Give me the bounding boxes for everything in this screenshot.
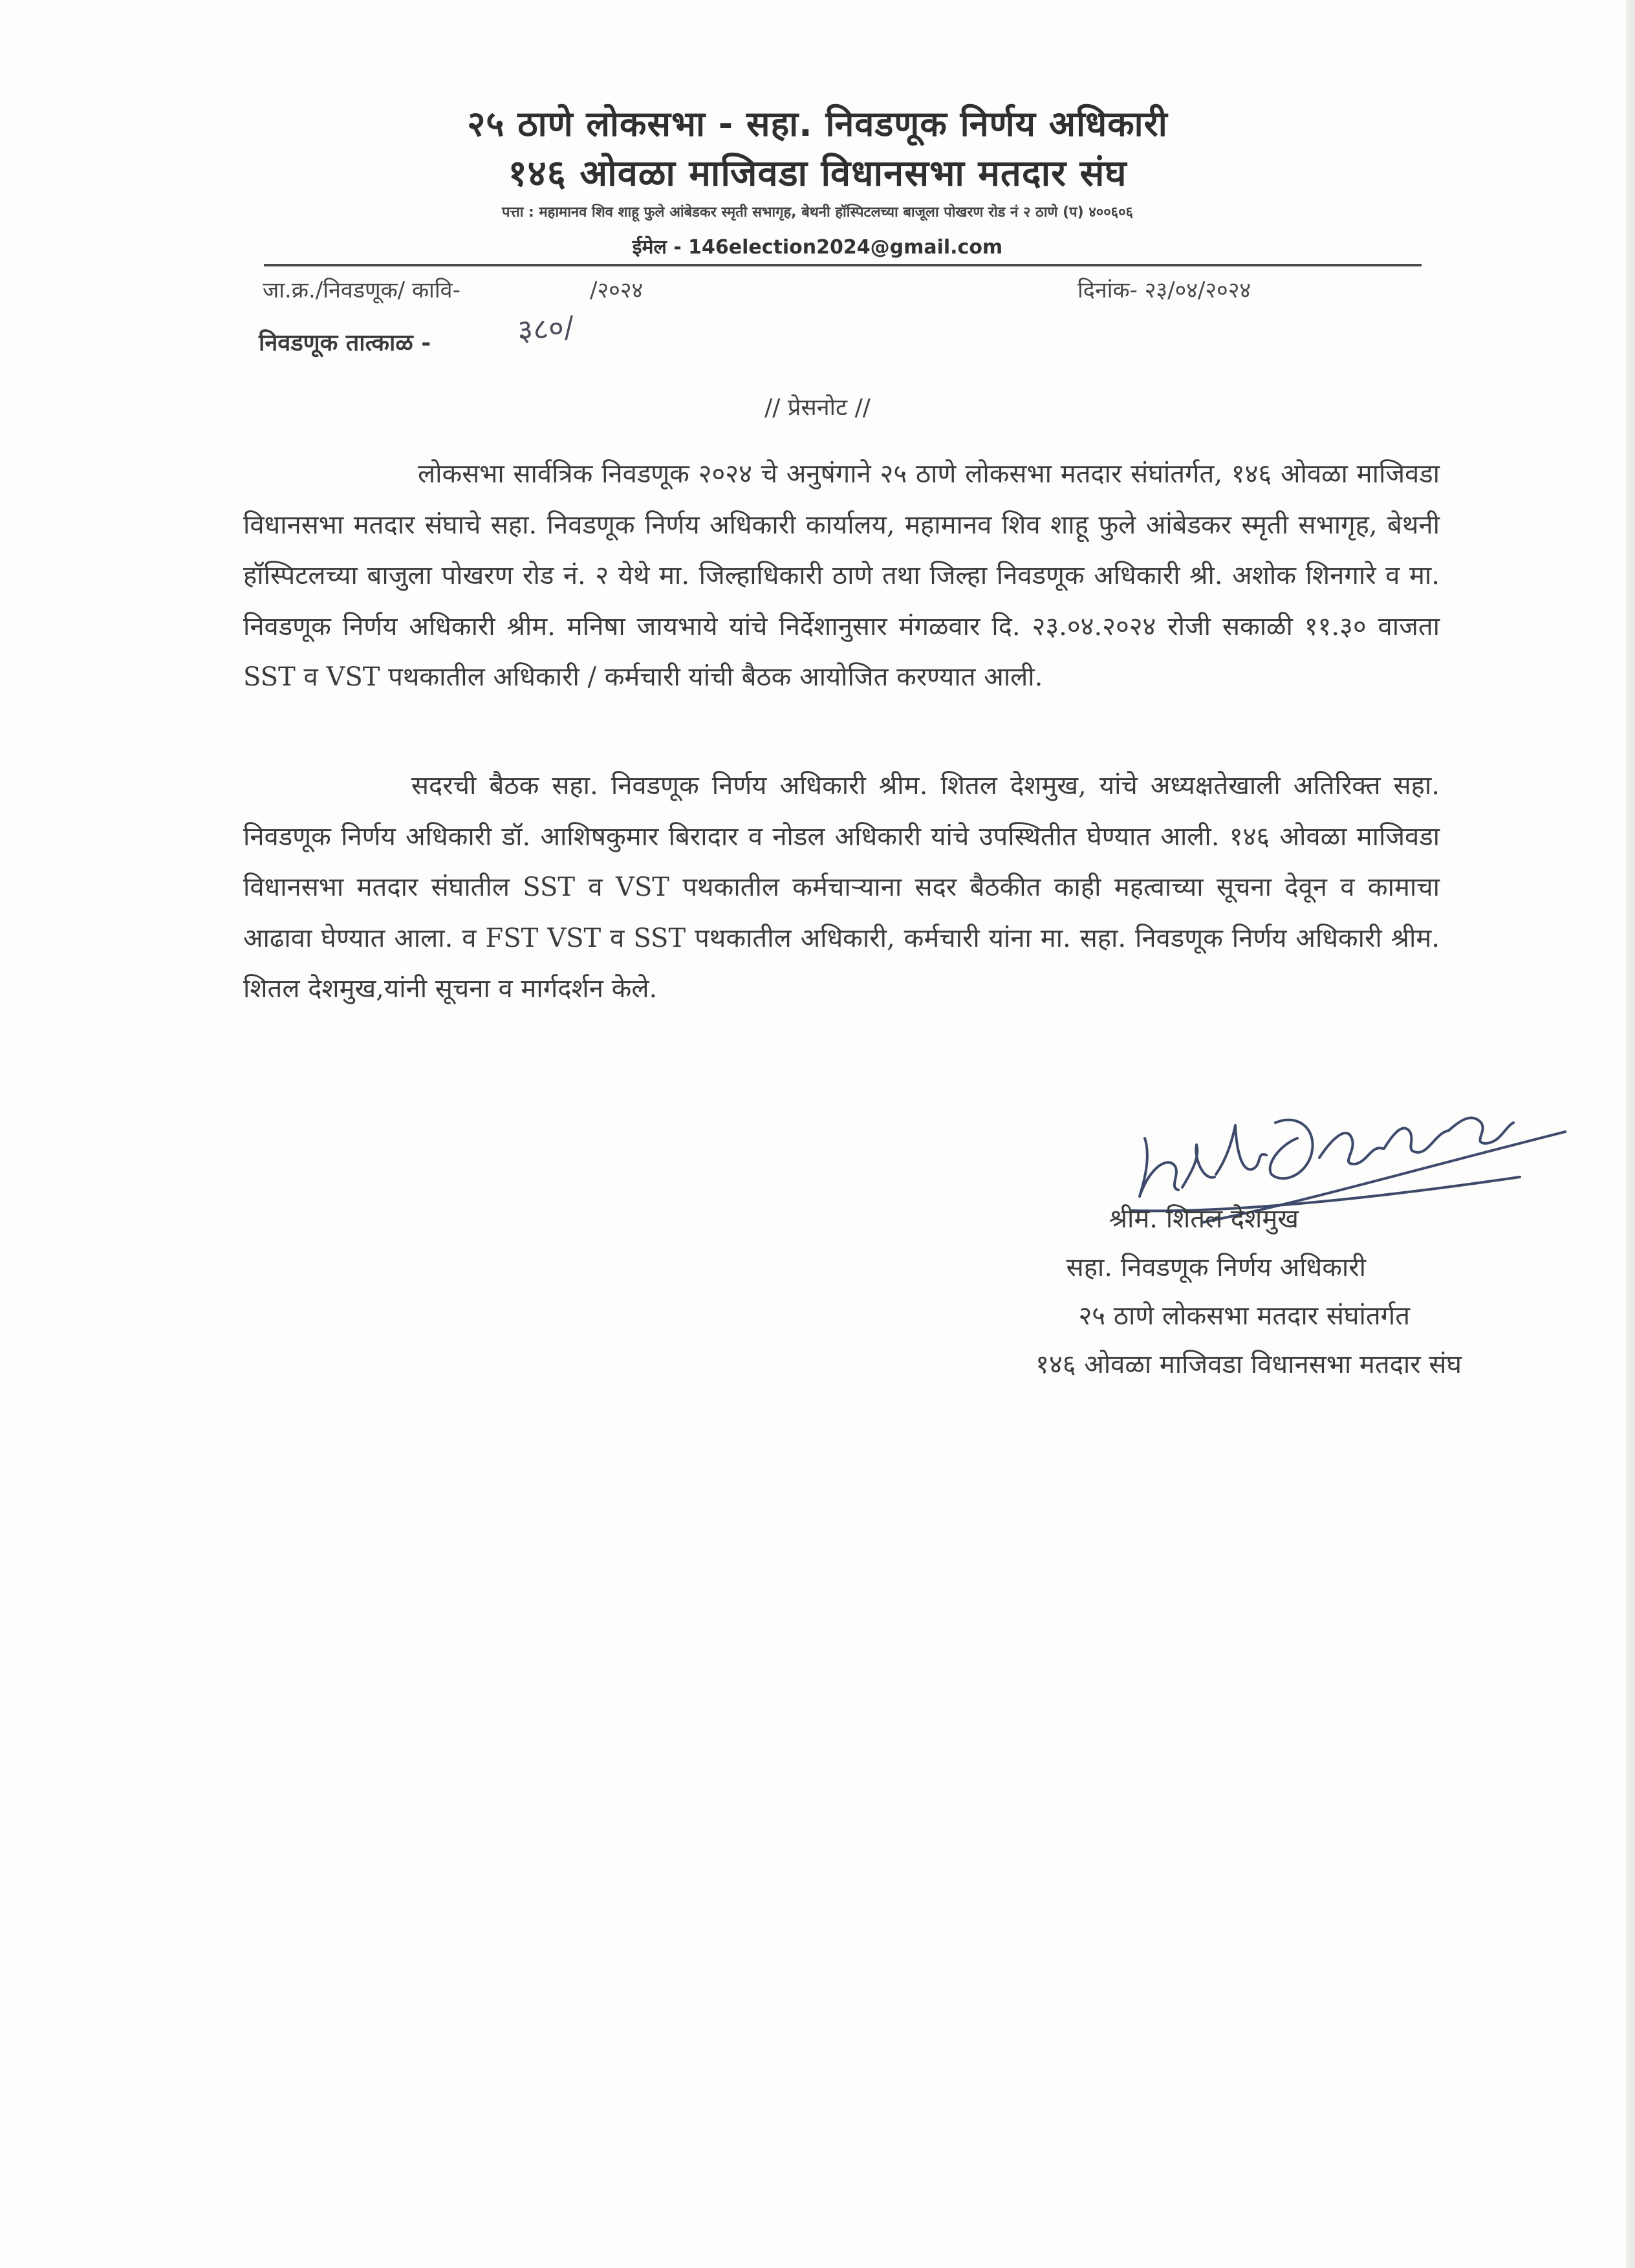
letterhead-email: ईमेल - 146election2024@gmail.com xyxy=(632,236,1003,259)
reference-year: /२०२४ xyxy=(590,277,644,303)
document-date: दिनांक- २३/०४/२०२४ xyxy=(1077,277,1251,303)
signatory-assembly: १४६ ओवळा माजिवडा विधानसभा मतदार संघ xyxy=(1035,1350,1462,1379)
signatory-designation: सहा. निवडणूक निर्णय अधिकारी xyxy=(1066,1253,1366,1282)
signatory-name: श्रीम. शितल देशमुख xyxy=(1109,1204,1299,1234)
signatory-block xyxy=(854,1195,1462,1389)
letterhead-subtitle: १४६ ओवळा माजिवडा विधानसभा मतदार संघ xyxy=(508,153,1127,195)
urgent-label: निवडणूक तात्काळ - xyxy=(259,330,431,356)
scan-edge xyxy=(1626,0,1635,2268)
press-note-heading: // प्रेसनोट // xyxy=(764,394,871,421)
reference-prefix: जा.क्र./निवडणूक/ कावि- xyxy=(263,277,460,303)
letterhead-address: पत्ता : महामानव शिव शाहू फुले आंबेडकर स्मृती सभागृह, बेथनी हॉस्पिटलच्या बाजूला पोखरण रोड नं २ ठाणे (प) ४००६०६ xyxy=(502,204,1133,221)
letterhead-title: २५ ठाणे लोकसभा - सहा. निवडणूक निर्णय अधिकारी xyxy=(467,103,1168,144)
body-paragraph-2: सदरची बैठक सहा. निवडणूक निर्णय अधिकारी श्रीम. शितल देशमुख, यांचे अध्यक्षतेखाली अतिरिक्त सहा. निवडणूक निर्णय अधिकारी डॉ. आशिषकुमार बिरादार व नोडल अधिकारी यांचे उपस्थितीत घेण्यात आली. १४६ ओवळा माजिवडा विधानसभा मतदार संघातील SST व VST पथकातील कर्मचाऱ्याना सदर बैठकीत काही महत्वाच्या सूचना देवून व कामाचा आढावा घेण्यात आला. व FST VST व SST पथकातील अधिकारी, कर्मचारी यांना मा. सहा. निवडणूक निर्णय अधिकारी श्रीम. शितल देशमुख,यांनी सूचना व मार्गदर्शन केले. xyxy=(243,771,1440,1004)
signatory-constituency: २५ ठाणे लोकसभा मतदार संघांतर्गत xyxy=(1078,1301,1410,1331)
handwritten-reference-number: ३८०/ xyxy=(516,309,576,348)
header-divider xyxy=(264,264,1422,266)
body-paragraph-1: लोकसभा सार्वत्रिक निवडणूक २०२४ चे अनुषंगाने २५ ठाणे लोकसभा मतदार संघांतर्गत, १४६ ओवळा माजिवडा विधानसभा मतदार संघाचे सहा. निवडणूक निर्णय अधिकारी कार्यालय, महामानव शिव शाहू फुले आंबेडकर स्मृती सभागृह, बेथनी हॉस्पिटलच्या बाजुला पोखरण रोड नं. २ येथे मा. जिल्हाधिकारी ठाणे तथा जिल्हा निवडणूक अधिकारी श्री. अशोक शिनगारे व मा. निवडणूक निर्णय अधिकारी श्रीम. मनिषा जायभाये यांचे निर्देशानुसार मंगळवार दि. २३.०४.२०२४ रोजी सकाळी ११.३० वाजता SST व VST पथकातील अधिकारी / कर्मचारी यांची बैठक आयोजित करण्यात आली. xyxy=(243,459,1440,692)
